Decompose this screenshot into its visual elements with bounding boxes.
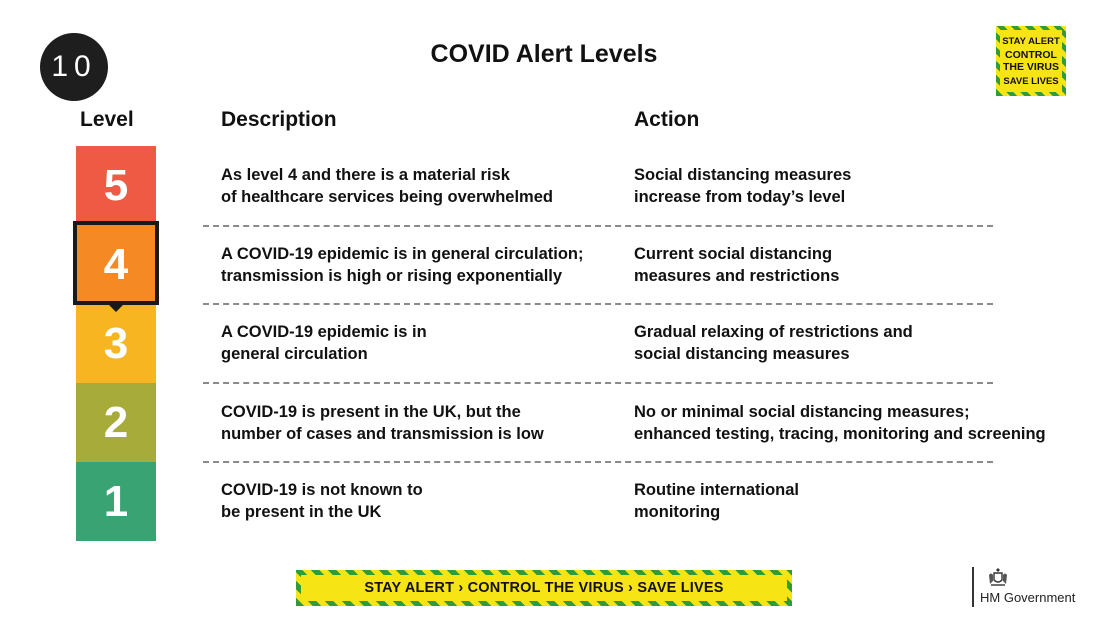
action-line: enhanced testing, tracing, monitoring and screening <box>634 425 1046 443</box>
description-line: transmission is high or rising exponentially <box>221 267 563 285</box>
badge-line-3: SAVE LIVES <box>1003 75 1059 87</box>
royal-coat-of-arms-icon <box>986 567 1010 587</box>
level-number: 5 <box>103 160 129 210</box>
level-4-action <box>634 243 839 287</box>
action-line: Current social distancing <box>634 245 833 263</box>
row-divider <box>203 303 993 305</box>
level-number: 2 <box>103 397 129 447</box>
level-5-description <box>221 164 553 208</box>
stay-alert-badge <box>996 26 1066 96</box>
badge-line-2: CONTROL THE VIRUS <box>1002 48 1059 73</box>
level-1-description <box>221 479 423 523</box>
description-line: A COVID-19 epidemic is in <box>221 323 427 341</box>
row-divider <box>203 225 993 227</box>
column-header-action: Action <box>634 108 700 131</box>
description-line: COVID-19 is not known to <box>221 481 423 499</box>
column-header-level: Level <box>80 108 134 131</box>
current-level-indicator <box>73 221 159 305</box>
level-3-action <box>634 321 913 365</box>
level-2-action <box>634 401 1046 445</box>
level-number: 3 <box>103 318 129 368</box>
description-line: number of cases and transmission is low <box>221 425 544 443</box>
page-title: COVID Alert Levels <box>430 40 658 68</box>
level-3-block <box>76 304 156 383</box>
description-line: general circulation <box>221 345 368 363</box>
description-line: of healthcare services being overwhelmed <box>221 188 553 206</box>
logo-text: 10 <box>51 50 97 83</box>
action-line: Routine international <box>634 481 799 499</box>
level-number: 4 <box>103 239 129 289</box>
action-line: Gradual relaxing of restrictions and <box>634 323 913 341</box>
hm-government-label: HM Government <box>980 590 1076 605</box>
row-divider <box>203 461 993 463</box>
description-line: be present in the UK <box>221 503 382 521</box>
action-line: increase from today’s level <box>634 188 846 206</box>
badge-line-1: STAY ALERT <box>1002 35 1060 47</box>
level-4-description <box>221 243 583 287</box>
action-line: social distancing measures <box>634 345 850 363</box>
banner-text: STAY ALERT › CONTROL THE VIRUS › SAVE LIVES <box>364 580 724 596</box>
level-1-block <box>76 462 156 541</box>
level-2-description <box>221 401 544 445</box>
level-5-action <box>634 164 851 208</box>
action-line: Social distancing measures <box>634 166 852 184</box>
level-1-action <box>634 479 799 523</box>
action-line: No or minimal social distancing measures; <box>634 403 970 421</box>
description-line: A COVID-19 epidemic is in general circulation; <box>221 245 584 263</box>
hm-government-logo <box>972 567 1075 607</box>
description-line: As level 4 and there is a material risk <box>221 166 510 184</box>
level-3-description <box>221 321 427 365</box>
level-number: 1 <box>103 476 129 526</box>
level-5-block <box>76 146 156 225</box>
action-line: measures and restrictions <box>634 267 840 285</box>
level-2-block <box>76 383 156 462</box>
current-level-pointer-icon <box>108 304 124 312</box>
column-header-description: Description <box>221 108 337 131</box>
description-line: COVID-19 is present in the UK, but the <box>221 403 521 421</box>
action-line: monitoring <box>634 503 721 521</box>
row-divider <box>203 382 993 384</box>
stay-alert-banner <box>296 570 792 606</box>
